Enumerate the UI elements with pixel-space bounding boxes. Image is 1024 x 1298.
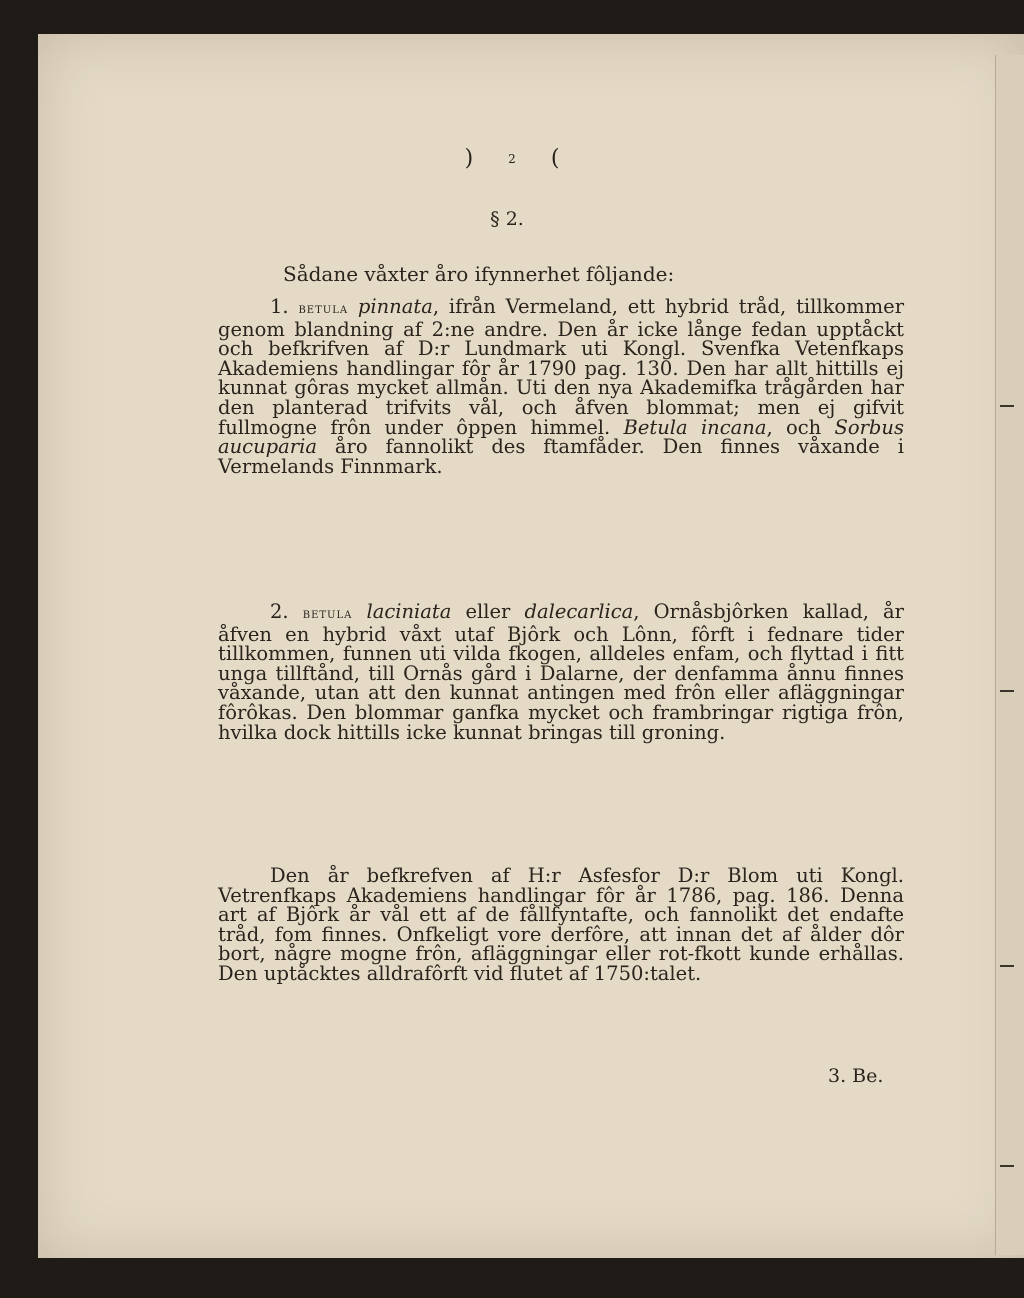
- entry-1-taxon-b: Sorbus aucuparia: [218, 415, 904, 459]
- entry-1: [218, 297, 904, 476]
- entry-1-text: , och: [766, 415, 835, 439]
- entry-1-genus: betula: [298, 301, 349, 317]
- intro-line: Sådane våxter åro ifynnerhet fôljande:: [283, 262, 675, 286]
- header-left-bracket: ): [464, 146, 474, 171]
- entry-1-number: 1.: [270, 295, 289, 318]
- section-heading: § 2.: [490, 208, 524, 230]
- entry-1-species: pinnata: [357, 295, 433, 318]
- page-edge-mark: [1000, 965, 1014, 967]
- header-right-bracket: (: [550, 146, 560, 171]
- entry-2-synonym: dalecarlica: [524, 600, 634, 623]
- entry-1-taxon-a: Betula incana: [623, 415, 767, 439]
- entry-2-genus: betula: [302, 606, 353, 622]
- paragraph-3: [218, 866, 904, 984]
- entry-2-text: , Ornåsbjôrken kallad, år åfven en hybrid våxt utaf Bjôrk och Lônn, fôrft i fednare tider tillkommen, funnen uti vilda fkogen, alldeles enfam, och flyttad i fitt unga tillftånd, till Ornås gård i Dalarne, der denfamma ånnu finnes våxande, utan att den kunnat antingen med frôn eller afläggningar fôrôkas. Den blommar ganfka mycket och frambringar rigtiga frôn, hvilka dock hittills icke kunnat bringas till groning.: [218, 600, 905, 744]
- page-edge-mark: [1000, 1165, 1014, 1167]
- page-edge-mark: [1000, 690, 1014, 692]
- entry-2-species: laciniata: [366, 600, 452, 623]
- catchword: 3. Be.: [828, 1065, 884, 1087]
- page-number: 2: [508, 152, 516, 166]
- paragraph-3-text: Den år befkrefven af H:r Asfesfor D:r Blom uti Kongl. Vetrenfkaps Akademiens handlingar fôr år 1786, pag. 186. Denna art af Bjôrk år vål ett af de fållfyntafte, och fannolikt det endafte tråd, fom finnes. Onfkeligt vore derfôre, att innan det af ålder dôr bort, någre mogne frôn, afläggningar eller rot-fkott kunde erhållas. Den uptåcktes alldrafôrft vid flutet af 1750:talet.: [218, 864, 904, 985]
- entry-1-text: , ifrån Vermeland, ett hybrid tråd, tillkommer genom blandning af 2:ne andre. Den år icke långe fedan upptåckt och befkrifven af D:r Lundmark uti Kongl. Svenfka Vetenfkaps Akademiens handlingar fôr år 1790 pag. 130. Den har allt hittills ej kunnat gôras mycket allmån. Uti den nya Akademifka trågården har den planterad trifvits vål, och åfven blommat; men ej gifvit fullmogne frôn under ôppen himmel.: [218, 295, 905, 439]
- entry-1-text: åro fannolikt des ftamfåder. Den finnes våxande i Vermelands Finnmark.: [218, 435, 904, 478]
- page-edge-mark: [1000, 405, 1014, 407]
- entry-2: [218, 602, 904, 742]
- entry-2-number: 2.: [270, 600, 289, 623]
- next-page-edge: [995, 55, 1024, 1255]
- scan-border: [38, 1258, 1024, 1298]
- running-header: [0, 146, 1024, 171]
- entry-2-text: eller: [451, 600, 525, 623]
